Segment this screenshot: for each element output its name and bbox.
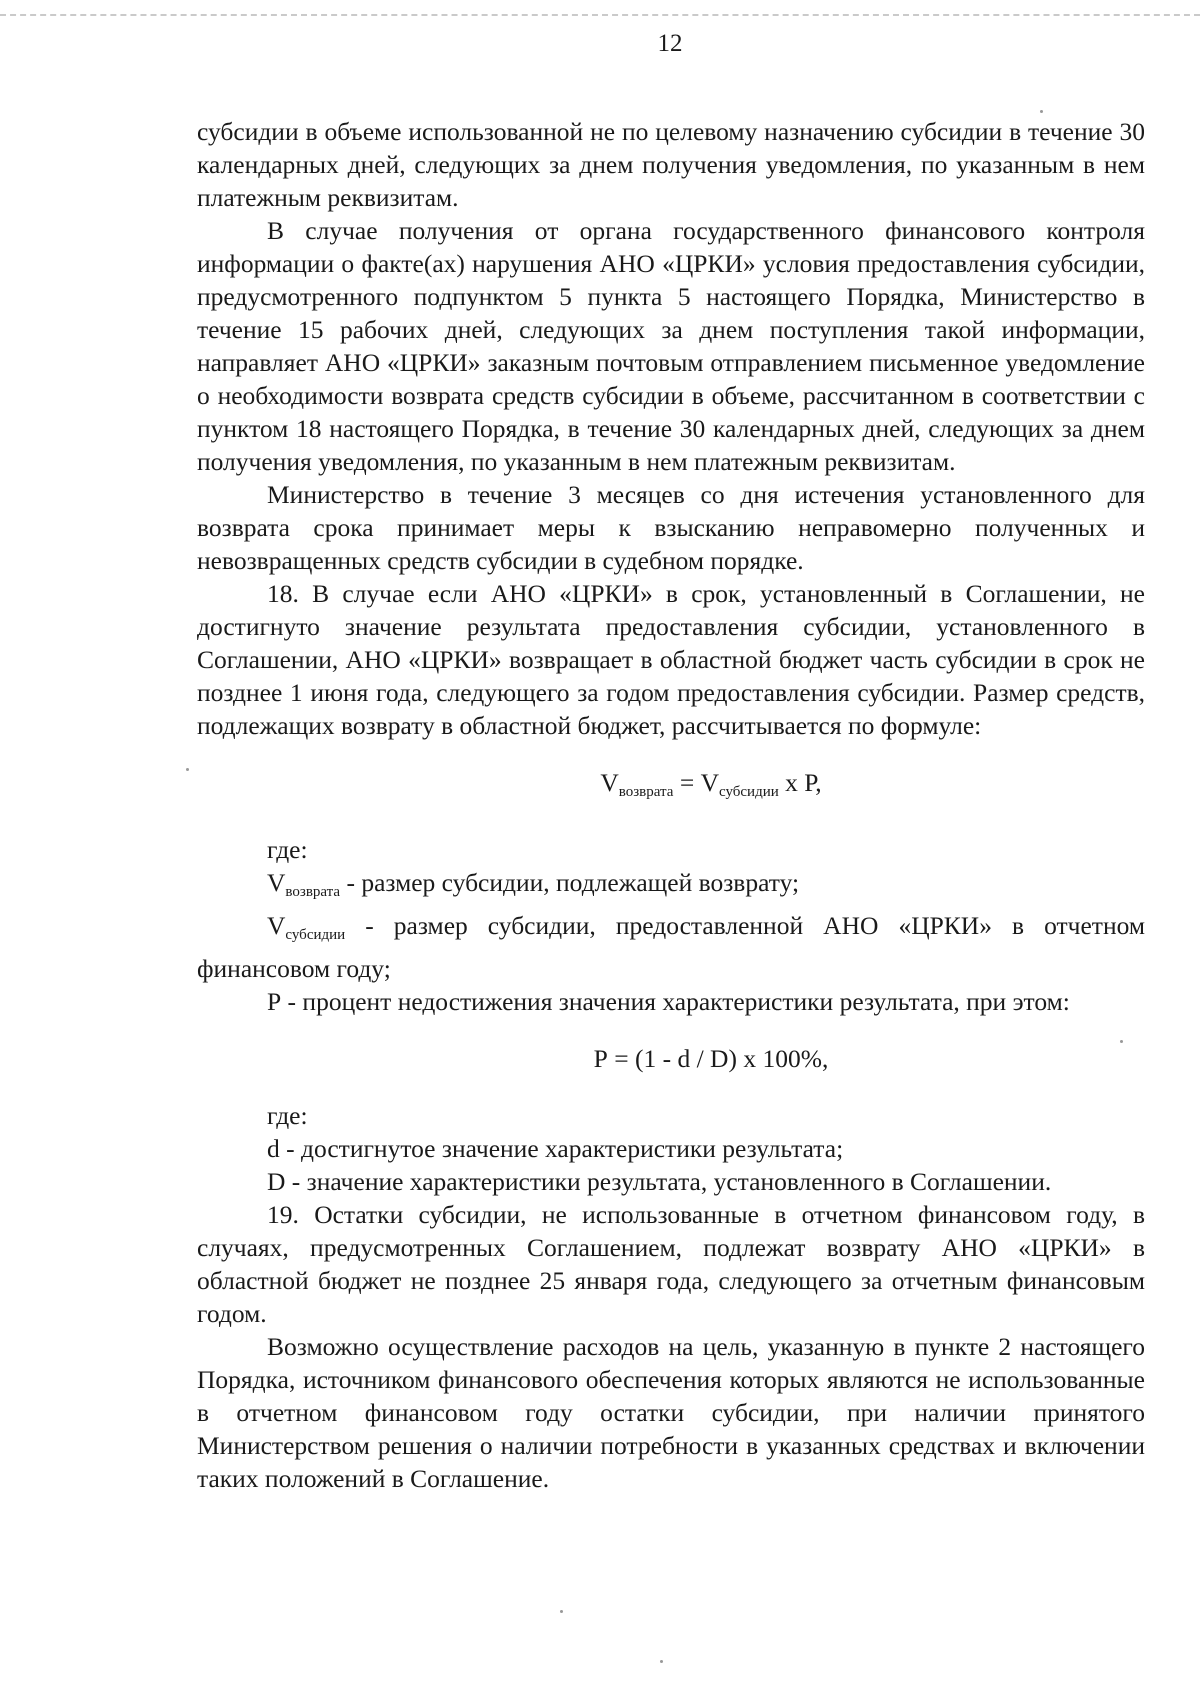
- where-label-1: где:: [267, 835, 308, 864]
- where-label-2: где:: [267, 1101, 308, 1130]
- scan-speck: [560, 1610, 563, 1613]
- scan-speck: [660, 1660, 663, 1663]
- page-number: 12: [657, 30, 683, 57]
- def-v-symbol: V: [267, 868, 286, 897]
- formula-equals: =: [673, 768, 701, 797]
- scan-speck: [1120, 1040, 1123, 1043]
- definition-v-return: [197, 866, 1145, 909]
- def-v-subsidy-text: - размер субсидии, предоставленной АНО «ЦРКИ» в отчетном финансовом году;: [197, 911, 1145, 983]
- scan-speck: [186, 768, 189, 771]
- scan-edge-line: [0, 14, 1200, 16]
- paragraph-remaining-funds: Возможно осуществление расходов на цель, указанную в пункте 2 настоящего Порядка, источником финансового обеспечения которых являются не использованные в отчетном финансовом году остатки субсидии, при наличии принятого Министерством решения о наличии потребности в указанных средствах и включении таких положений в Соглашение.: [197, 1332, 1145, 1493]
- formula-sub-return: возврата: [618, 784, 674, 800]
- paragraph-court-recovery: Министерство в течение 3 месяцев со дня истечения установленного для возврата срока принимает меры к взысканию неправомерно полученных и невозвращенных средств субсидии в судебном порядке.: [197, 480, 1145, 575]
- def-v-return-text: - размер субсидии, подлежащей возврату;: [340, 868, 800, 897]
- paragraph-item-18: 18. В случае если АНО «ЦРКИ» в срок, установленный в Соглашении, не достигнуто значение результата предоставления субсидии, установленного в Соглашении, АНО «ЦРКИ» возвращает в областной бюджет часть субсидии в срок не позднее 1 июня года, следующего за годом предоставления субсидии. Размер средств, подлежащих возврату в областной бюджет, рассчитывается по формуле:: [197, 579, 1145, 740]
- definition-v-subsidy: [197, 909, 1145, 985]
- def-v-subsidy-sub: субсидии: [285, 927, 346, 943]
- scan-speck: [1040, 110, 1043, 113]
- def-v-symbol-2: V: [267, 911, 286, 940]
- document-body: [197, 115, 1145, 1495]
- paragraph-continuation: субсидии в объеме использованной не по целевому назначению субсидии в течение 30 календарных дней, следующих за днем получения уведомления, по указанным в нем платежным реквизитам.: [197, 117, 1145, 212]
- definition-d-achieved: d - достигнутое значение характеристики результата;: [267, 1134, 844, 1163]
- formula-v-symbol-2: V: [700, 768, 719, 797]
- formula-return-volume: [197, 766, 1145, 809]
- formula-v-symbol: V: [600, 768, 619, 797]
- formula-tail: х Р,: [778, 768, 822, 797]
- formula-sub-subsidy: субсидии: [719, 784, 779, 800]
- paragraph-control-violation: В случае получения от органа государственного финансового контроля информации о факте(ах) нарушения АНО «ЦРКИ» условия предоставления субсидии, предусмотренного подпунктом 5 пункта 5 настоящего Порядка, Министерство в течение 15 рабочих дней, следующих за днем поступления такой информации, направляет АНО «ЦРКИ» заказным почтовым отправлением письменное уведомление о необходимости возврата средств субсидии в объеме, рассчитанном в соответствии с пунктом 18 настоящего Порядка, в течение 30 календарных дней, следующих за днем получения уведомления, по указанным в нем платежным реквизитам.: [197, 216, 1145, 476]
- definition-p: Р - процент недостижения значения характеристики результата, при этом:: [267, 987, 1070, 1016]
- definition-d-target: D - значение характеристики результата, установленного в Соглашении.: [267, 1167, 1052, 1196]
- def-v-return-sub: возврата: [285, 884, 341, 900]
- paragraph-item-19: 19. Остатки субсидии, не использованные в отчетном финансовом году, в случаях, предусмотренных Соглашением, подлежат возврату АНО «ЦРКИ» в областной бюджет не позднее 25 января года, следующего за отчетным финансовым годом.: [197, 1200, 1145, 1328]
- formula-percentage: Р = (1 - d / D) х 100%,: [593, 1044, 829, 1073]
